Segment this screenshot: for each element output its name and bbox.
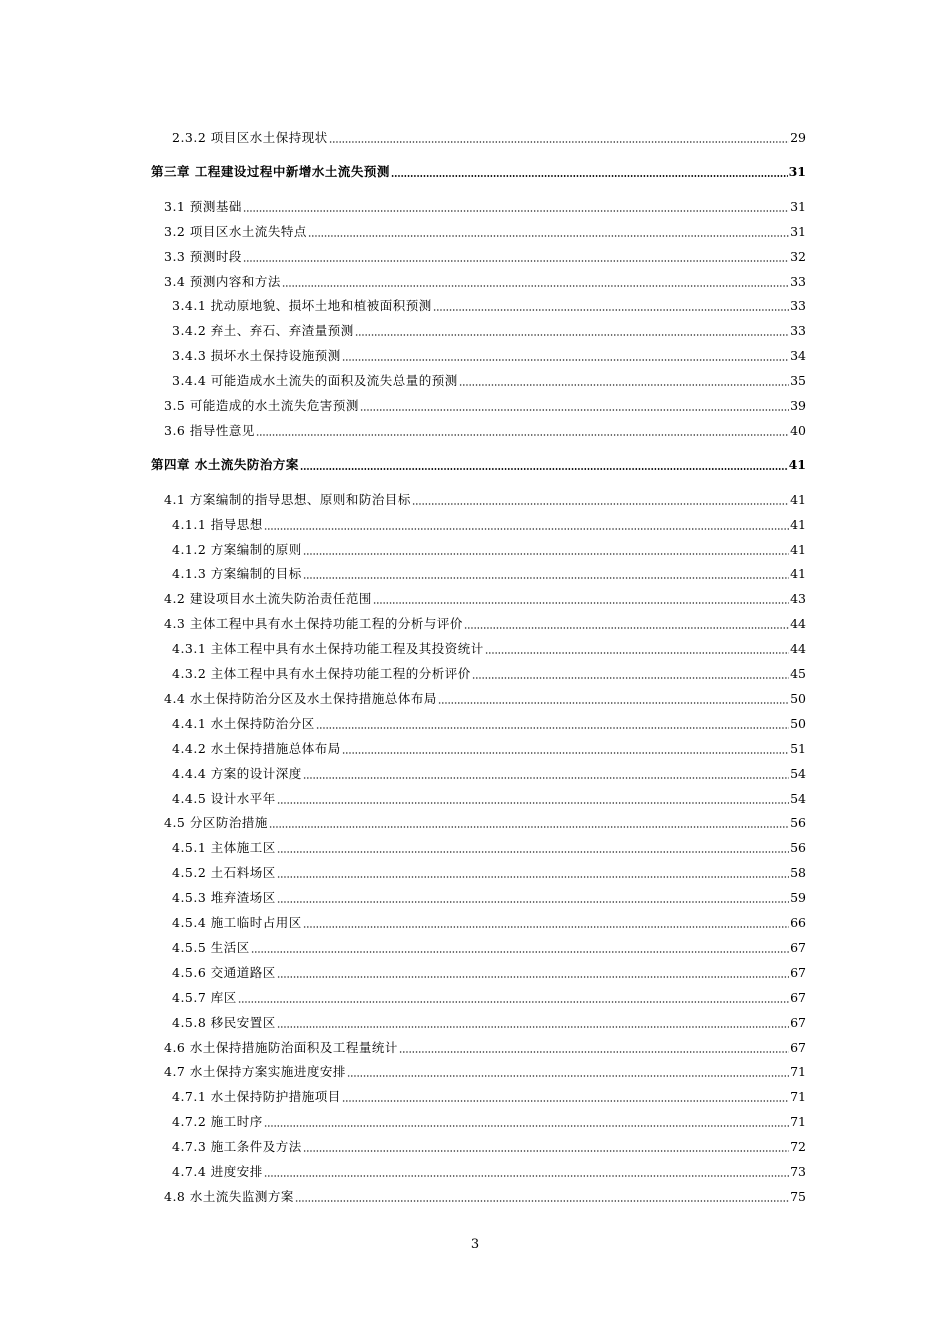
toc-entry-page-number: 67	[790, 964, 806, 980]
toc-entry-label: 3.4.1 扰动原地貌、损坏土地和植被面积预测	[172, 298, 432, 314]
toc-dot-leader	[264, 1164, 789, 1178]
toc-entry-page-number: 33	[790, 273, 806, 289]
toc-entry-page-number: 44	[790, 616, 806, 632]
toc-entry-label: 4.5.3 堆弃渣场区	[172, 890, 276, 906]
toc-dot-leader	[342, 348, 789, 362]
toc-entry[interactable]	[172, 1110, 806, 1130]
toc-dot-leader	[316, 716, 789, 730]
toc-entry-label: 3.3 预测时段	[164, 248, 242, 264]
toc-dot-leader	[399, 1040, 789, 1054]
toc-entry-page-number: 41	[790, 566, 806, 582]
toc-entry-page-number: 75	[790, 1188, 806, 1204]
toc-entry-page-number: 44	[790, 641, 806, 657]
toc-entry-label: 4.3.1 主体工程中具有水土保持功能工程及其投资统计	[172, 641, 484, 657]
toc-entry-label: 4.4.4 方案的设计深度	[172, 765, 302, 781]
toc-entry[interactable]	[172, 294, 806, 314]
toc-entry-page-number: 50	[790, 690, 806, 706]
toc-entry-label: 4.5.5 生活区	[172, 939, 250, 955]
toc-entry[interactable]	[172, 986, 806, 1006]
toc-dot-leader	[438, 691, 789, 705]
toc-dot-leader	[355, 323, 789, 337]
toc-dot-leader	[391, 164, 788, 178]
toc-entry-page-number: 67	[790, 1014, 806, 1030]
toc-entry-page-number: 41	[790, 541, 806, 557]
toc-dot-leader	[277, 840, 789, 854]
toc-dot-leader	[373, 591, 789, 605]
toc-entry-page-number: 41	[788, 457, 806, 473]
toc-entry-page-number: 56	[790, 815, 806, 831]
toc-entry[interactable]	[164, 270, 806, 290]
toc-entry[interactable]	[164, 811, 806, 831]
toc-dot-leader	[277, 890, 789, 904]
toc-entry-page-number: 31	[790, 198, 806, 214]
toc-entry-label: 4.1.2 方案编制的原则	[172, 541, 302, 557]
toc-entry-page-number: 72	[790, 1139, 806, 1155]
toc-entry-label: 3.4.4 可能造成水土流失的面积及流失总量的预测	[172, 373, 458, 389]
toc-entry[interactable]	[172, 712, 806, 732]
toc-dot-leader	[282, 274, 789, 288]
toc-entry[interactable]	[172, 1085, 806, 1105]
toc-chapter-entry[interactable]	[151, 160, 806, 180]
toc-dot-leader	[243, 199, 789, 213]
toc-entry-page-number: 67	[790, 989, 806, 1005]
toc-dot-leader	[264, 1114, 789, 1128]
toc-entry-page-number: 41	[790, 491, 806, 507]
toc-entry-label: 4.8 水土流失监测方案	[164, 1188, 294, 1204]
toc-entry-page-number: 67	[790, 939, 806, 955]
toc-entry[interactable]	[164, 587, 806, 607]
toc-dot-leader	[277, 1015, 789, 1029]
toc-entry[interactable]	[172, 836, 806, 856]
toc-entry-label: 3.4.3 损坏水土保持设施预测	[172, 348, 341, 364]
toc-dot-leader	[277, 865, 789, 879]
toc-dot-leader	[329, 130, 789, 144]
toc-entry[interactable]	[164, 419, 806, 439]
toc-dot-leader	[303, 1139, 789, 1153]
toc-entry-page-number: 40	[790, 422, 806, 438]
toc-entry[interactable]	[172, 886, 806, 906]
toc-entry-page-number: 58	[790, 865, 806, 881]
toc-entry-label: 4.4 水土保持防治分区及水土保持措施总体布局	[164, 690, 437, 706]
toc-entry[interactable]	[164, 1060, 806, 1080]
toc-entry[interactable]	[172, 562, 806, 582]
toc-entry-label: 4.1.3 方案编制的目标	[172, 566, 302, 582]
toc-entry-label: 4.4.2 水土保持措施总体布局	[172, 740, 341, 756]
toc-entry[interactable]	[172, 737, 806, 757]
toc-dot-leader	[256, 423, 789, 437]
toc-entry[interactable]	[172, 961, 806, 981]
toc-dot-leader	[303, 766, 789, 780]
toc-entry-page-number: 54	[790, 765, 806, 781]
toc-entry[interactable]	[164, 488, 806, 508]
toc-entry-label: 4.7.3 施工条件及方法	[172, 1139, 302, 1155]
toc-dot-leader	[251, 940, 789, 954]
toc-entry-label: 4.7.4 进度安排	[172, 1164, 263, 1179]
toc-entry-page-number: 33	[790, 323, 806, 339]
toc-entry[interactable]	[172, 637, 806, 657]
toc-entry[interactable]	[164, 245, 806, 265]
toc-entry-page-number: 34	[790, 348, 806, 364]
toc-entry-label: 4.5.1 主体施工区	[172, 840, 276, 856]
toc-entry-page-number: 43	[790, 591, 806, 607]
toc-entry-label: 4.7.1 水土保持防护措施项目	[172, 1089, 341, 1105]
toc-dot-leader	[342, 1089, 789, 1103]
toc-entry-page-number: 31	[790, 223, 806, 239]
toc-entry-label: 4.2 建设项目水土流失防治责任范围	[164, 591, 372, 607]
toc-entry-page-number: 41	[790, 516, 806, 532]
toc-entry[interactable]	[172, 538, 806, 558]
toc-entry-page-number: 71	[790, 1064, 806, 1080]
toc-dot-leader	[360, 398, 789, 412]
toc-dot-leader	[342, 741, 789, 755]
toc-entry-label: 3.1 预测基础	[164, 198, 242, 214]
toc-entry-page-number: 66	[790, 915, 806, 930]
toc-entry-label: 2.3.2 项目区水土保持现状	[172, 130, 328, 145]
toc-entry-page-number: 45	[790, 666, 806, 681]
toc-entry-page-number: 32	[790, 248, 806, 264]
toc-entry[interactable]	[172, 319, 806, 339]
toc-entry-label: 4.5.2 土石料场区	[172, 865, 276, 881]
toc-entry-label: 3.6 指导性意见	[164, 422, 255, 438]
toc-dot-leader	[412, 492, 789, 506]
toc-entry[interactable]	[172, 1160, 806, 1180]
toc-entry-label: 4.5.6 交通道路区	[172, 964, 276, 980]
toc-entry[interactable]	[172, 369, 806, 389]
toc-dot-leader	[277, 965, 789, 979]
toc-entry[interactable]	[172, 126, 806, 146]
toc-entry[interactable]	[172, 344, 806, 364]
toc-dot-leader	[464, 616, 789, 630]
toc-entry-label: 4.1.1 指导思想	[172, 516, 263, 532]
toc-dot-leader	[300, 457, 788, 471]
toc-entry-label: 3.4.2 弃土、弃石、弃渣量预测	[172, 323, 354, 339]
toc-dot-leader	[472, 666, 789, 680]
toc-dot-leader	[303, 566, 789, 580]
toc-entry-page-number: 71	[790, 1089, 806, 1105]
toc-entry[interactable]	[172, 762, 806, 782]
toc-entry-label: 第四章 水土流失防治方案	[151, 457, 299, 473]
toc-entry-label: 4.5.4 施工临时占用区	[172, 915, 302, 930]
toc-chapter-entry[interactable]	[151, 453, 806, 473]
toc-entry-page-number: 31	[788, 164, 806, 180]
toc-entry-page-number: 67	[790, 1039, 806, 1055]
toc-entry[interactable]	[172, 787, 806, 807]
toc-dot-leader	[269, 815, 789, 829]
toc-entry[interactable]	[172, 1011, 806, 1031]
toc-entry-page-number: 29	[790, 130, 806, 145]
toc-entry-label: 3.2 项目区水土流失特点	[164, 223, 307, 239]
toc-entry-page-number: 51	[790, 740, 806, 756]
toc-entry-label: 4.3.2 主体工程中具有水土保持功能工程的分析评价	[172, 666, 471, 681]
toc-dot-leader	[243, 249, 789, 263]
toc-entry-page-number: 73	[790, 1164, 806, 1179]
toc-entry-label: 4.6 水土保持措施防治面积及工程量统计	[164, 1039, 398, 1055]
page-number: 3	[470, 1237, 480, 1252]
toc-entry[interactable]	[172, 911, 806, 931]
toc-entry-page-number: 71	[790, 1114, 806, 1130]
toc-entry[interactable]	[164, 394, 806, 414]
toc-dot-leader	[303, 542, 789, 556]
toc-entry-label: 4.5.8 移民安置区	[172, 1014, 276, 1030]
toc-dot-leader	[347, 1064, 789, 1078]
toc-dot-leader	[277, 791, 789, 805]
toc-entry-page-number: 54	[790, 790, 806, 806]
toc-entry-label: 4.5.7 库区	[172, 989, 237, 1005]
toc-entry[interactable]	[164, 612, 806, 632]
toc-dot-leader	[433, 298, 789, 312]
toc-dot-leader	[238, 990, 789, 1004]
toc-entry-label: 3.4 预测内容和方法	[164, 273, 281, 289]
toc-entry-page-number: 56	[790, 840, 806, 856]
toc-dot-leader	[303, 915, 789, 929]
toc-entry[interactable]	[172, 513, 806, 533]
toc-entry[interactable]	[164, 1185, 806, 1205]
toc-entry[interactable]	[172, 662, 806, 682]
toc-entry[interactable]	[172, 936, 806, 956]
toc-entry[interactable]	[164, 687, 806, 707]
toc-entry-page-number: 39	[790, 398, 806, 413]
toc-entry-page-number: 50	[790, 715, 806, 731]
toc-entry-label: 4.4.5 设计水平年	[172, 790, 276, 806]
toc-entry-label: 4.5 分区防治措施	[164, 815, 268, 831]
toc-entry[interactable]	[172, 1135, 806, 1155]
toc-dot-leader	[295, 1189, 789, 1203]
toc-entry-page-number: 33	[790, 298, 806, 314]
toc-entry-label: 4.7.2 施工时序	[172, 1114, 263, 1130]
toc-entry[interactable]	[164, 195, 806, 215]
toc-dot-leader	[264, 517, 789, 531]
toc-entry-label: 4.7 水土保持方案实施进度安排	[164, 1064, 346, 1080]
toc-entry[interactable]	[164, 220, 806, 240]
toc-dot-leader	[485, 641, 789, 655]
toc-entry[interactable]	[172, 861, 806, 881]
toc-entry-page-number: 59	[790, 890, 806, 906]
toc-entry-label: 4.1 方案编制的指导思想、原则和防治目标	[164, 491, 411, 507]
toc-dot-leader	[308, 224, 789, 238]
toc-entry-label: 3.5 可能造成的水土流失危害预测	[164, 398, 359, 413]
toc-entry-page-number: 35	[790, 373, 806, 389]
toc-entry[interactable]	[164, 1036, 806, 1056]
toc-entry-label: 第三章 工程建设过程中新增水土流失预测	[151, 164, 390, 180]
toc-entry-label: 4.3 主体工程中具有水土保持功能工程的分析与评价	[164, 616, 463, 632]
toc-dot-leader	[459, 373, 789, 387]
toc-entry-label: 4.4.1 水土保持防治分区	[172, 715, 315, 731]
